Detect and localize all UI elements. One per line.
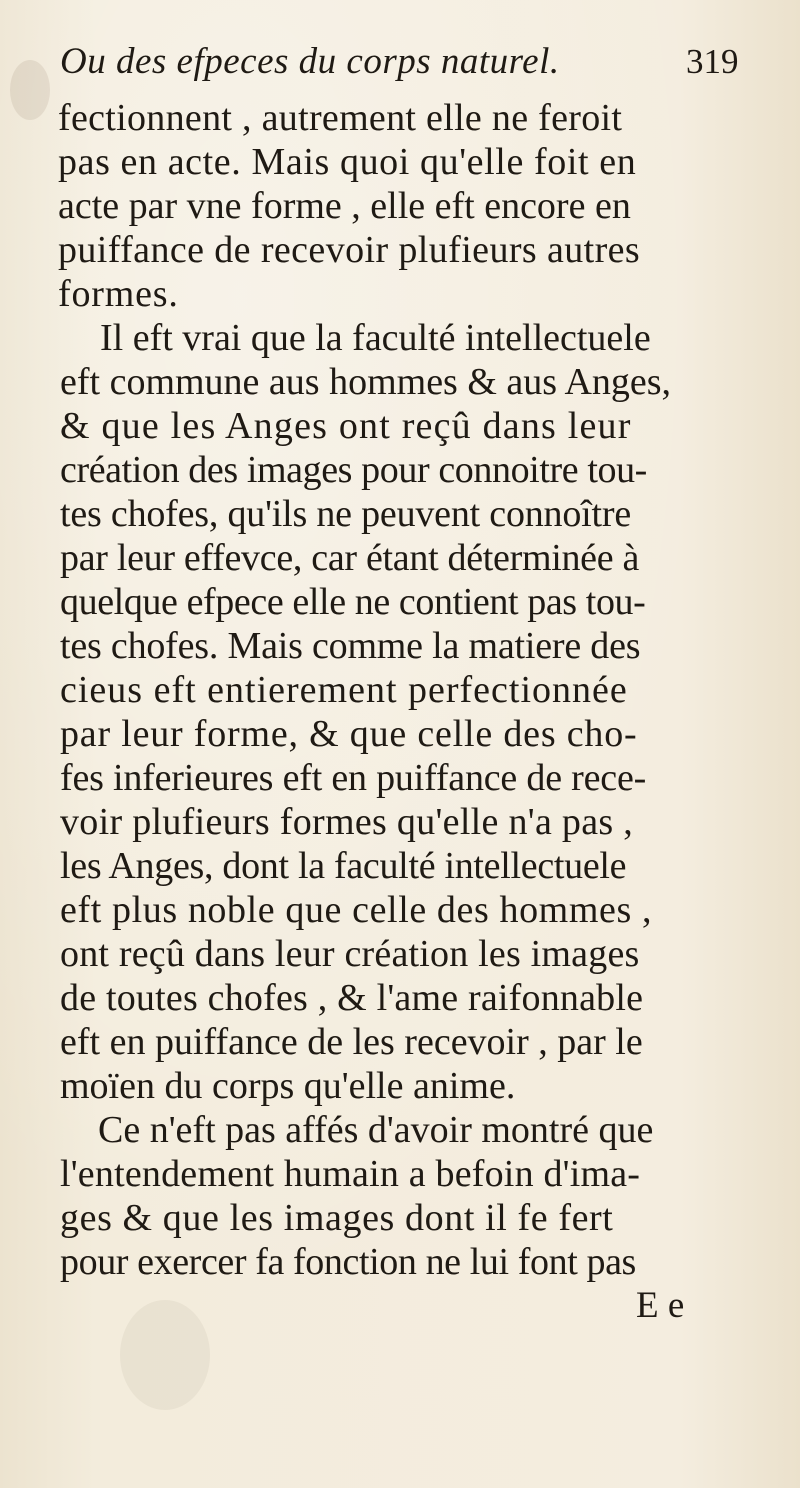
text-line: puiffance de recevoir plufieurs autres <box>58 229 641 271</box>
text-line: création des images pour connoitre tou- <box>60 449 647 491</box>
text-line: l'entendement humain a befoin d'ima- <box>60 1153 641 1195</box>
paper-stain <box>120 1300 210 1410</box>
text-line: cieus eft entierement perfectionnée <box>60 669 628 711</box>
text-line: eft plus noble que celle des hommes , <box>60 889 653 931</box>
text-line: eft en puiffance de les recevoir , par le <box>60 1021 643 1063</box>
running-title: Ou des efpeces du corps naturel. <box>60 41 560 82</box>
text-line: moïen du corps qu'elle anime. <box>60 1065 516 1107</box>
text-line: quelque efpece elle ne contient pas tou- <box>60 581 646 623</box>
text-line: acte par vne forme , elle eft encore en <box>58 185 631 227</box>
text-line: & que les Anges ont reçû dans leur <box>60 405 632 447</box>
page-header <box>0 40 800 100</box>
text-line: tes chofes, qu'ils ne peuvent connoître <box>60 493 631 535</box>
catchword: E e <box>636 1285 685 1326</box>
text-line: Ce n'eft pas affés d'avoir montré que <box>98 1109 654 1151</box>
text-line: par leur effevce, car étant déterminée à <box>60 537 640 579</box>
text-line: eft commune aus hommes & aus Anges, <box>60 361 672 403</box>
text-line: par leur forme, & que celle des cho- <box>60 713 638 755</box>
text-line: pour exercer fa fonction ne lui font pas <box>60 1241 636 1283</box>
text-line: formes. <box>58 273 179 315</box>
text-line: fectionnent , autrement elle ne feroit <box>58 97 623 139</box>
text-line: Il eft vrai que la faculté intellectuele <box>100 317 651 359</box>
text-line: fes inferieures eft en puiffance de rece- <box>60 757 647 799</box>
text-line: ont reçû dans leur création les images <box>60 933 640 975</box>
text-line: voir plufieurs formes qu'elle n'a pas , <box>60 801 634 843</box>
text-line: pas en acte. Mais quoi qu'elle foit en <box>58 141 637 183</box>
text-line: de toutes chofes , & l'ame raifonnable <box>60 977 644 1019</box>
text-line: ges & que les images dont il fe fert <box>60 1197 614 1239</box>
page-number: 319 <box>686 42 739 81</box>
text-line: tes chofes. Mais comme la matiere des <box>60 625 641 667</box>
text-line: les Anges, dont la faculté intellectuele <box>60 845 627 887</box>
